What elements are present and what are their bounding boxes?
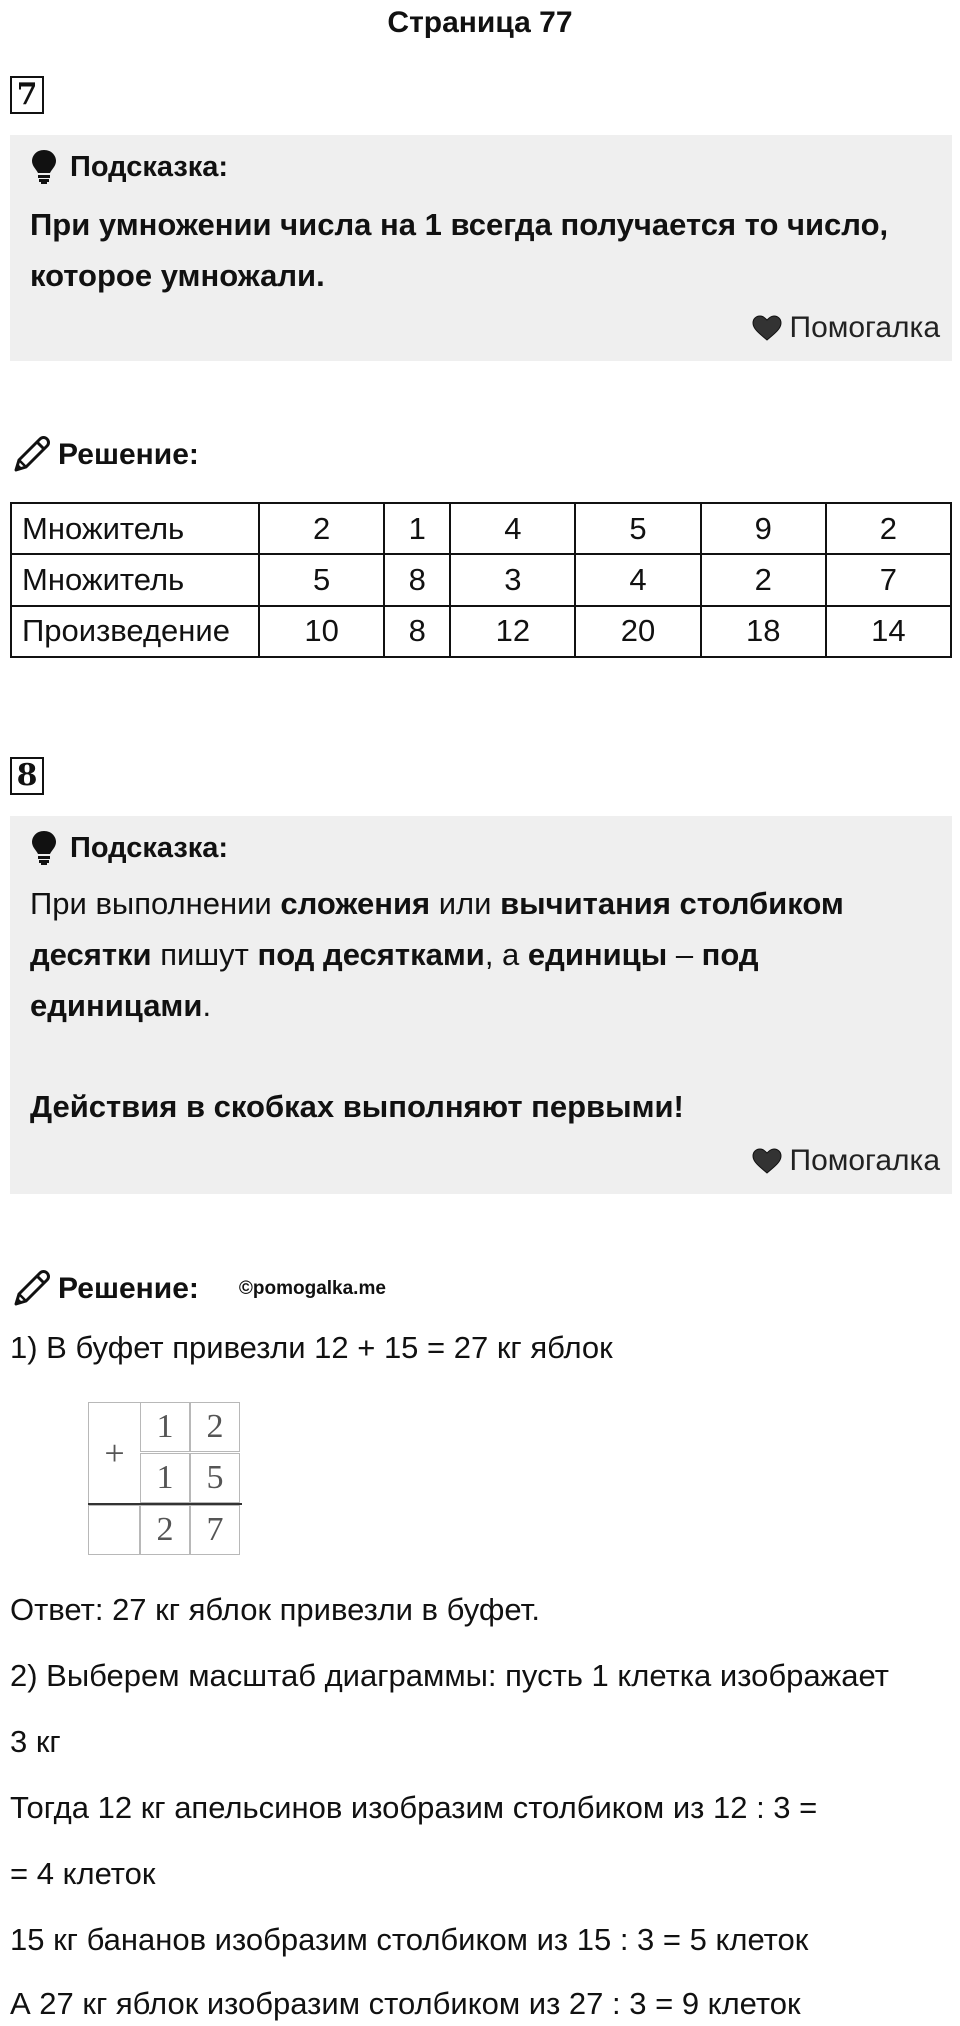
empty-cell [88,1505,140,1555]
table-cell: 2 [826,503,951,554]
sum-line [88,1503,242,1505]
hint-fragment-bold: вычитания столбиком [500,886,844,921]
table-cell: 2 [701,554,826,605]
pencil-icon [10,434,52,476]
solution-header-8 [10,1268,386,1310]
hint-line [30,1081,932,1132]
hint-fragment: При выполнении [30,886,281,921]
hint-fragment-bold: под десятками [257,937,485,972]
digit-cell: 2 [190,1402,240,1452]
hint-box-7 [10,135,952,361]
multiplication-table [10,502,952,658]
table-cell: 9 [701,503,826,554]
credit [752,1144,941,1178]
result-cell: 7 [190,1505,240,1555]
lightbulb-icon [30,830,58,866]
hint-fragment-bold: под [701,937,759,972]
solution-header-7 [10,434,199,476]
digit-cell: 1 [140,1453,190,1503]
hint-fragment: пишут [151,937,258,972]
pencil-icon [10,1268,52,1310]
row-name: Произведение [11,606,259,657]
table-cell: 8 [384,606,450,657]
lightbulb-icon [30,149,58,185]
solution-line: = 4 клеток [10,1856,156,1891]
plus-sign: + [88,1402,140,1504]
credit-text: Помогалка [789,311,940,344]
row-name: Множитель [11,503,259,554]
table-cell: 4 [450,503,575,554]
table-cell: 2 [259,503,384,554]
solution-line: Тогда 12 кг апельсинов изобразим столбиком из 12 : 3 = [10,1790,818,1825]
hint-line [30,980,932,1031]
page-title: Страница 77 [387,6,573,39]
table-cell: 20 [575,606,700,657]
table-cell: 12 [450,606,575,657]
solution-label: Решение: [58,438,199,471]
hint-text [30,878,932,1132]
solution-line: 1) В буфет привезли 12 + 15 = 27 кг яблок [10,1330,613,1365]
hint-line [30,929,932,980]
table-cell: 8 [384,554,450,605]
task-number-7: 7 [10,76,44,114]
table-cell: 5 [575,503,700,554]
hint-fragment-bold: единицы [527,937,668,972]
table-cell: 18 [701,606,826,657]
credit [752,311,941,345]
solution-line: 3 кг [10,1724,61,1759]
hint-header [30,147,932,187]
hint-text [30,199,932,301]
task-number-8: 8 [10,757,44,795]
table-cell: 1 [384,503,450,554]
hint-label: Подсказка: [70,831,229,864]
table-row [11,503,951,554]
watermark: ©pomogalka.me [238,1278,386,1299]
table-cell: 7 [826,554,951,605]
hint-fragment: . [202,988,212,1023]
answer-line: Ответ: 27 кг яблок привезли в буфет. [10,1592,540,1627]
hint-line: которое умножали. [30,258,325,293]
digit-cell: 5 [190,1453,240,1503]
hint-fragment: – [667,937,702,972]
hint-fragment: , а [484,937,528,972]
hint-box-8 [10,816,952,1194]
hint-fragment-bold: десятки [30,937,152,972]
solution-line: 2) Выберем масштаб диаграммы: пусть 1 клетка изображает [10,1658,889,1693]
hint-fragment: или [430,886,501,921]
table-cell: 5 [259,554,384,605]
row-name: Множитель [11,554,259,605]
table-row [11,554,951,605]
hint-fragment-bold: сложения [280,886,431,921]
table-cell: 3 [450,554,575,605]
heart-icon [752,315,782,341]
solution-line: А 27 кг яблок изобразим столбиком из 27 : 3 = 9 клеток [10,1986,801,2021]
hint-label: Подсказка: [70,150,229,183]
table-cell: 14 [826,606,951,657]
result-cell: 2 [140,1505,190,1555]
heart-icon [752,1148,782,1174]
table-cell: 4 [575,554,700,605]
hint-fragment-bold: единицами [30,988,203,1023]
solution-label: Решение: [58,1272,199,1305]
credit-text: Помогалка [789,1144,940,1177]
table-row [11,606,951,657]
digit-cell: 1 [140,1402,190,1452]
solution-line: 15 кг бананов изобразим столбиком из 15 : 3 = 5 клеток [10,1922,809,1957]
hint-header [30,828,932,868]
column-addition [88,1402,242,1556]
hint-fragment-bold: Действия в скобках выполняют первыми! [30,1089,684,1124]
table-cell: 10 [259,606,384,657]
hint-line [30,878,932,929]
hint-line: При умножении числа на 1 всегда получается то число, [30,207,889,242]
